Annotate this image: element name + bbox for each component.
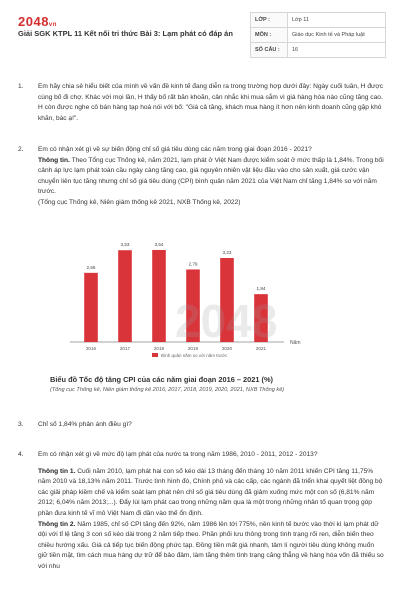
info-block-2 xyxy=(38,520,384,573)
meta-row-class xyxy=(251,13,386,28)
x-axis-unit: Năm xyxy=(290,340,301,346)
bar-2017 xyxy=(118,250,132,342)
question-text: Em có nhận xét gì về mức độ lạm phát của nước ta trong năm 1986, 2010 - 2011, 2012 - 2013? xyxy=(38,451,318,458)
question-text: Chỉ số 1,84% phản ánh điều gì? xyxy=(38,421,132,428)
info-text: Cuối năm 2010, lạm phát hai con số kéo dài 13 tháng đến tháng 10 năm 2011 khiến CPI tăng 11,75% năm 2010 và 18,13% năm 2011. Trước tình hình đó, Chính phủ và các cấp, các ngành đã triển khai quyết liệt đồng bộ các giải pháp kiềm chế và kiểm soát lạm phát nên chỉ số giá tiêu dùng đã giảm xuống mức một con số (6,81% năm 2012; 6,04% năm 2013;...). Đẩy lùi lạm phát cao trong những năm qua là một trong những nhân tố quan trọng góp phần đưa kinh tế vĩ mô Việt Nam đi dần vào thế ổn định. xyxy=(38,467,383,517)
page-title: Giải SGK KTPL 11 Kết nối tri thức Bài 3: Lạm phát có đáp án xyxy=(18,29,233,38)
question-3 xyxy=(18,420,384,431)
x-tick-2021: 2021 xyxy=(255,346,267,351)
question-number: 4. xyxy=(18,451,24,458)
question-2 xyxy=(18,145,384,209)
logo-suffix: vn xyxy=(48,22,57,28)
data-label-2019: 2,79 xyxy=(188,261,198,267)
info-label: Thông tin 2. xyxy=(38,520,76,528)
x-tick-2019: 2019 xyxy=(187,346,199,351)
meta-row-count xyxy=(251,43,386,58)
x-tick-2017: 2017 xyxy=(119,346,131,351)
x-tick-2020: 2020 xyxy=(221,346,233,351)
question-number: 3. xyxy=(18,421,24,428)
question-1 xyxy=(18,82,384,124)
question-text: Em hãy chia sẻ hiểu biết của mình về vấn đề kinh tế đang diễn ra trong trường hợp dưới đây: Ngày cuối tuần, H được cùng bố đi chợ. Khác với mọi lần, H thấy bố rất băn khoăn, cân nhắc khi mua sắm vì giá hàng hóa nào cũng tăng cao. H còn được nghe cô bán hàng tạp hoá nói với bố: "Giá cả tăng, khách mua hàng ít hơn nên kinh doanh cũng gặp khó khăn, bác ạ!". xyxy=(38,83,384,122)
logo-text: 2048 xyxy=(18,14,49,29)
meta-value: Lớp 11 xyxy=(288,13,386,28)
document-meta-table xyxy=(250,12,386,58)
info-block xyxy=(38,156,384,198)
data-label-2018: 3,54 xyxy=(154,241,164,247)
info-label: Thông tin 1. xyxy=(38,467,76,475)
question-number: 2. xyxy=(18,146,24,153)
info-text: Năm 1985, chỉ số CPI tăng đến 92%, năm 1986 lên tới 775%, nền kinh tế bước vào thời kì lạm phát dữ dội với tỉ lệ tăng 3 con số kéo dài trong 2 năm tiếp theo. Phần phối lưu thông trong tình trạng rối ren, diễn biến theo chiều hướng xấu. Giá cả tiếp tục biến động phức tạp. Đồng tiền mất giá nhanh, tâm lí người tiêu dùng không muốn giữ tiền mặt, tìm cách mua hàng dự trữ để bảo đảm, làm tăng thêm tình trạng căng thẳng về hàng hóa vốn đã thiếu so với nhu xyxy=(38,520,384,570)
watermark: 2048 xyxy=(175,295,278,347)
question-number: 1. xyxy=(18,83,24,90)
meta-value: Giáo dục Kinh tế và Pháp luật xyxy=(288,28,386,43)
data-label-2016: 2,66 xyxy=(86,264,96,270)
info-block-1 xyxy=(38,467,384,520)
question-4 xyxy=(18,450,384,573)
legend-label: Bình quân năm so với năm trước xyxy=(161,353,228,358)
data-label-2017: 3,53 xyxy=(120,242,130,248)
chart-title: Biểu đồ Tốc độ tăng CPI của các năm giai đoạn 2016 – 2021 (%) xyxy=(50,375,274,384)
site-logo[interactable] xyxy=(18,14,57,29)
bar-2018 xyxy=(152,250,166,342)
meta-key: SỐ CÂU : xyxy=(251,43,288,58)
chart-subtitle: (Tổng cục Thống kê, Niên giám thống kê 2016, 2017, 2018, 2019, 2020, 2021, NXB Thống kê) xyxy=(50,387,285,393)
bar-2016 xyxy=(84,273,98,342)
info-text: Theo Tổng cục Thống kê, năm 2021, lạm phát ở Việt Nam được kiểm soát ở mức thấp là 1,84%. Trong bối cảnh áp lực lạm phát toàn cầu ngày càng tăng cao, giá nguyên nhiên vật liệu đầu vào cho sản xuất, giá cước vận chuyển liên tục tăng nhưng chỉ số giá tiêu dùng (CPI) bình quân năm 2021 của Việt Nam chỉ tăng 1,84% so với năm trước. xyxy=(38,156,384,196)
legend-swatch xyxy=(152,353,158,357)
x-tick-2018: 2018 xyxy=(153,346,165,351)
meta-key: MÔN : xyxy=(251,28,288,43)
document-header xyxy=(0,0,400,62)
meta-key: LỚP : xyxy=(251,13,288,28)
data-label-2021: 1,84 xyxy=(256,286,266,292)
info-label: Thông tin. xyxy=(38,156,70,164)
question-text: Em có nhận xét gì về sự biến động chỉ số giá tiêu dùng các năm trong giai đoạn 2016 - 2021? xyxy=(38,146,312,153)
meta-value: 16 xyxy=(288,43,386,58)
data-label-2020: 3,23 xyxy=(222,250,232,256)
meta-row-subject xyxy=(251,28,386,43)
x-tick-2016: 2016 xyxy=(85,346,97,351)
info-source: (Tổng cục Thống kê, Niên giám thống kê 2021, NXB Thống kê, 2022) xyxy=(38,198,241,206)
